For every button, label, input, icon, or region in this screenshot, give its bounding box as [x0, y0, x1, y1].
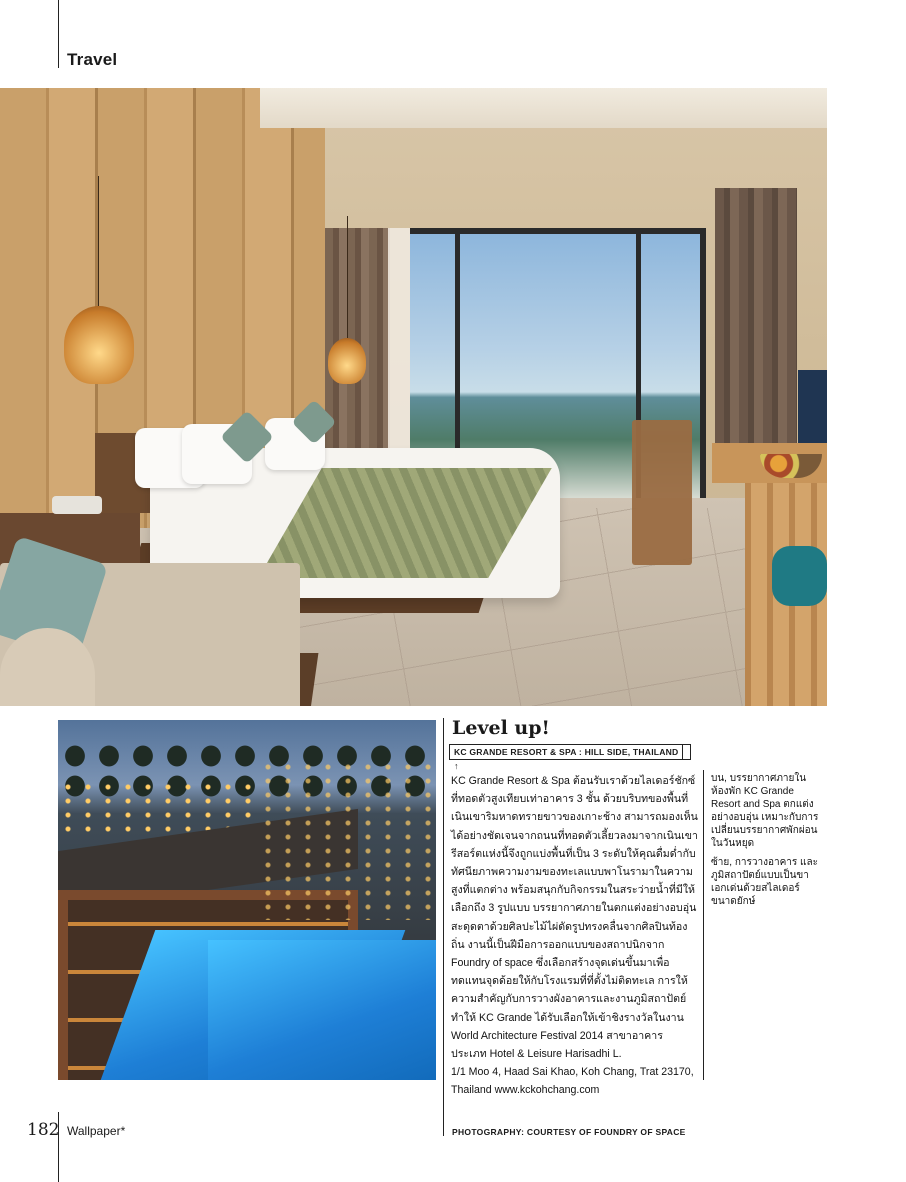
up-arrow-icon: ↑ [454, 761, 459, 771]
column-rule [443, 718, 444, 1136]
header-rule [58, 0, 59, 68]
address-line: 1/1 Moo 4, Haad Sai Khao, Koh Chang, Trat 23170, Thailand www.kckohchang.com [451, 1066, 694, 1097]
section-label: Travel [67, 50, 118, 69]
hotel-room-photo [0, 88, 827, 706]
caption-top: บน, บรรยากาศภายในห้องพัก KC Grande Resort and Spa ตกแต่งอย่างอบอุ่น เหมาะกับการเปลี่ยนบรรยากาศพักผ่อนในวันหยุด [711, 773, 819, 849]
resort-pool-photo [58, 720, 436, 1080]
photo-credit: PHOTOGRAPHY: COURTESY OF FOUNDRY OF SPACE [452, 1127, 686, 1137]
body-paragraph: KC Grande Resort & Spa ต้อนรับเราด้วยไลเดอร์ชักซ์ที่ทอดตัวสูงเทียบเท่าอาคาร 3 ชั้น ด้วยบริบทของพื้นที่เนินเขาริมหาดทรายขาวของเกาะช้าง สามารถมองเห็นได้อย่างชัดเจนจากถนนที่ทอดตัวเลี้ยวลงมาจากเนินเขารีสอร์ตแห่งนี้จึงถูกแบ่งพื้นที่เป็น 3 ระดับให้คุณดื่มด่ำกับทัศนียภาพความงามของทะเลแบบพาโนรามาในความสูงที่แตกต่าง พร้อมสนุกกับกิจกรรมในสระว่ายน้ำที่มีให้เลือกถึง 3 รูปแบบ บรรยากาศภายในตกแต่งอย่างอบอุ่น สะดุดตาด้วยศิลปะไม้ไผ่ดัดรูปทรงคลื่นจากศิลปินท้องถิ่น งานนี้เป็นฝีมือการออกแบบของสถาปนิกจาก Foundry of space ซึ่งเลือกสร้างจุดเด่นขึ้นมาเพื่อทดแทนจุดด้อยให้กับโรงแรมที่ที่ตั้งไม่ติดทะเล การให้ความสำคัญกับการวางผังอาคารและงานภูมิสถาปัตย์ทำให้ KC Grande ได้รับเลือกให้เข้าชิงรางวัลในงาน World Architecture Festival 2014 สาขาอาคารประเภท Hotel & Leisure Harisadhi L. [451, 775, 698, 1061]
caption-left: ซ้าย, การวางอาคาร และภูมิสถาปัตย์แบบเป็นขาเอกเด่นด้วยสไลเดอร์ขนาดยักษ์ [711, 857, 818, 907]
magazine-name: Wallpaper* [67, 1124, 126, 1138]
kicker-name: KC GRANDE RESORT & SPA : HILL SIDE, THAILAND [454, 747, 679, 757]
caption-rule [703, 770, 704, 1080]
page-number: 182 [27, 1120, 60, 1140]
article-headline: Level up! [452, 717, 550, 739]
photo-captions [711, 772, 823, 908]
article-body [451, 772, 698, 1100]
article-kicker [449, 744, 691, 771]
